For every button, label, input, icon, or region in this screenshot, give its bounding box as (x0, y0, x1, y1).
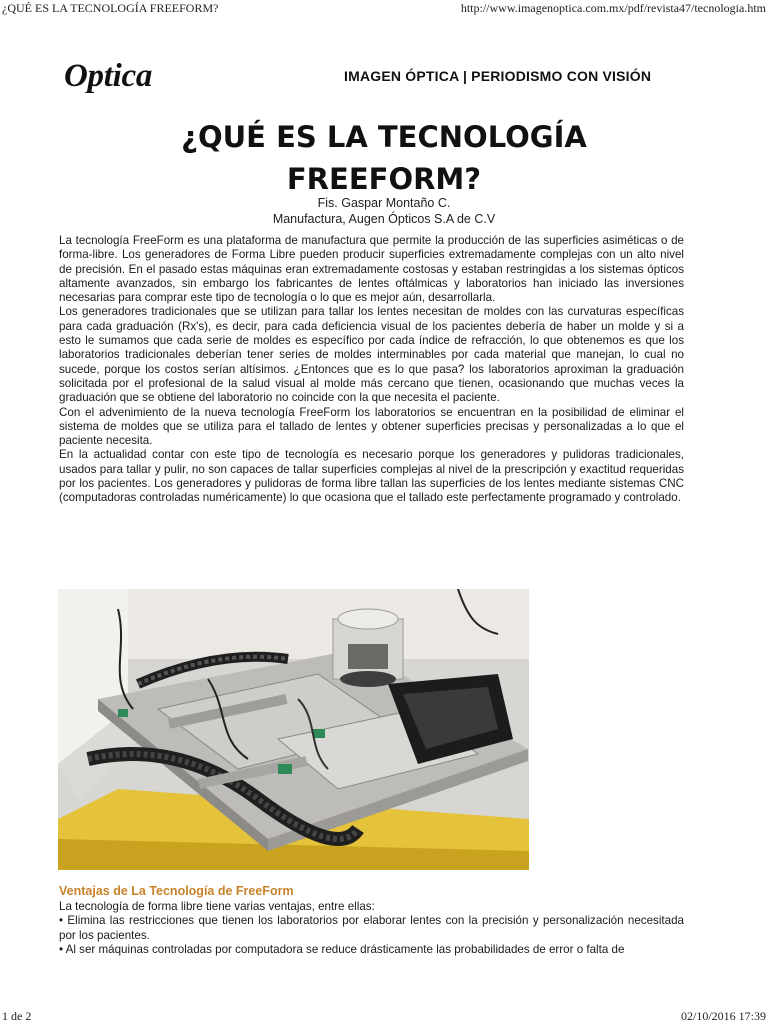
article-title (60, 116, 708, 200)
freeform-machine-photo (58, 589, 529, 870)
author-affiliation: Manufactura, Augen Ópticos S.A de C.V (272, 212, 496, 226)
bullet-item: • Al ser máquinas controladas por computadora se reduce drásticamente las probabilidades de error o falta de (59, 942, 625, 956)
article-title-line-2: FREEFORM? (286, 162, 482, 196)
print-datetime: 02/10/2016 17:39 (680, 1009, 766, 1023)
print-header-url: http://www.imagenoptica.com.mx/pdf/revista47/tecnologia.htm (460, 1, 766, 15)
paragraph: Con el advenimiento de la nueva tecnología FreeForm los laboratorios se encuentran en la posibilidad de eliminar el sistema de moldes que se utiliza para el tallado de lentes y obtener superficies precisas y personalizadas a lo que el paciente necesita. (59, 405, 684, 448)
article-title-line-1: ¿QUÉ ES LA TECNOLOGÍA (181, 120, 587, 154)
article-byline (60, 195, 708, 227)
section-intro: La tecnología de forma libre tiene varias ventajas, entre ellas: (59, 900, 375, 913)
page-number: 1 de 2 (2, 1009, 32, 1023)
paragraph: Los generadores tradicionales que se utilizan para tallar los lentes necesitan de moldes con las curvaturas específicas para cada graduación (Rx's), es decir, para cada deficiencia visual de los pacientes debería de haber un molde y si a esto le sumamos que cada serie de moldes es específico por cada índice de refracción, lo que obtenemos es que los laboratorios tradicionales deberían tener series de moldes interminables por cada material que manejan, lo cual no sucede, porque los costos serían altísimos. ¿Entonces que es lo que pasa? los laboratorios aproximan la graduación solicitada por el profesional de la salud visual al molde más cercano que tienen, ocasionando que muchas veces la graduación que se obtiene del laboratorio no coincide con la que necesita el paciente. (59, 305, 684, 405)
paragraph: La tecnología FreeForm es una plataforma de manufactura que permite la producción de las superficies asiméticas o de forma-libre. Los generadores de Forma Libre pueden producir superficies extremadamente complejas con un alto nivel de precisión. En el pasado estas máquinas eran extremadamente costosas y estaban restringidas a los sistemas ópticos altamente avanzados, sin embargo los fabricantes de lentes oftálmicas y laboratorios han iniciado las inversiones necesarias para comprar este tipo de tecnología o lo que es mejor aún, desarrollarla. (59, 234, 684, 305)
author-name: Fis. Gaspar Montaño C. (317, 196, 451, 210)
site-logo: Optica (64, 58, 153, 94)
print-header-title: ¿QUÉ ES LA TECNOLOGÍA FREEFORM? (2, 1, 219, 15)
print-header (0, 0, 768, 18)
bullet-item: • Elimina las restricciones que tienen los laboratorios por elaborar lentes con la precisión y personalización necesitada por los pacientes. (59, 914, 684, 942)
section-body (59, 900, 684, 957)
print-footer (0, 1008, 768, 1024)
section-heading: Ventajas de La Tecnología de FreeForm (59, 884, 294, 898)
site-tagline: IMAGEN ÓPTICA | PERIODISMO CON VISIÓN (344, 68, 652, 84)
article-body (59, 234, 684, 506)
paragraph: En la actualidad contar con este tipo de tecnología es necesario porque los generadores y pulidoras tradicionales, usados para tallar y pulir, no son capaces de tallar superficies complejas al nivel de la prescripción y exactitud requeridas por los pacientes. Los generadores y pulidoras de forma libre tallan las superficies de los lentes mediante sistemas CNC (computadoras controladas numéricamente) lo que ocasiona que el tallado este perfectamente programado y controlado. (59, 448, 684, 505)
